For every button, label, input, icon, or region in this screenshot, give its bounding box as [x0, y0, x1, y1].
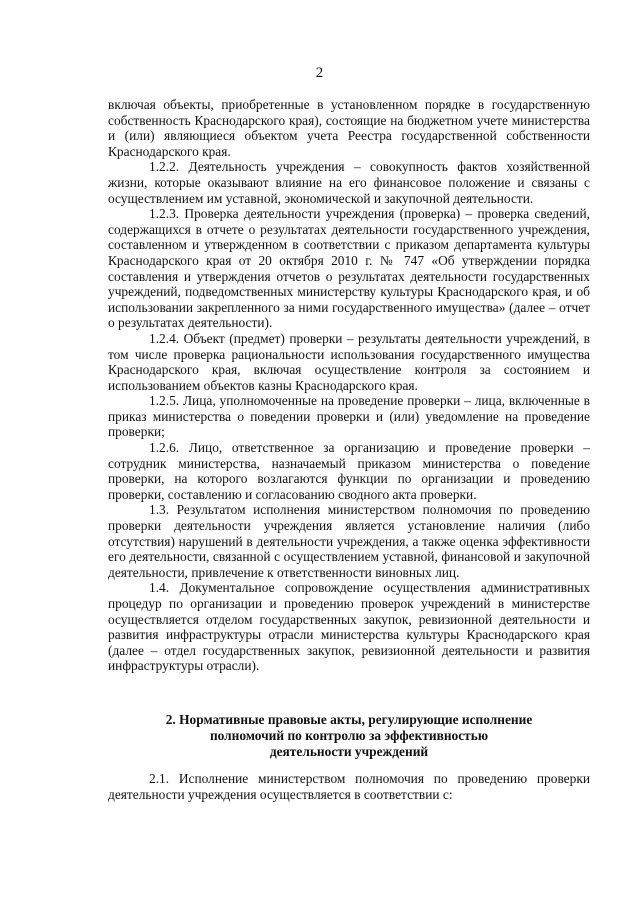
section-heading-line-2: полномочий по контролю за эффективностью [209, 728, 489, 743]
document-body [108, 97, 590, 674]
paragraph-1-2-4: 1.2.4. Объект (предмет) проверки – результаты деятельности учреждений, в том числе проверка рациональности использования государственного имущества Краснодарского края, включая осуществление контроля за состоянием и использованием объектов казны Краснодарского края. [108, 330, 590, 393]
paragraph-2-1: 2.1. Исполнение министерством полномочия по проведению проверки деятельности учреждения осуществляется в соответствии с: [108, 771, 590, 802]
paragraph-1-2-3: 1.2.3. Проверка деятельности учреждения (проверка) – проверка сведений, содержащихся в отчете о результатах деятельности государственного учреждения, составленном и утвержденном в соответствии с приказом департамента культуры Краснодарского края от 20 октября 2010 г. № 747 «Об утверждении порядка составления и утверждения отчетов о результатах деятельности государственных учреждений, подведомственных министерству культуры Краснодарского края, и об использовании закрепленного за ними государственного имущества» (далее – отчет о результатах деятельности). [108, 206, 590, 331]
paragraph-1-2-5: 1.2.5. Лица, уполномоченные на проведение проверки – лица, включенные в приказ министерства о поведении проверки и (или) уведомление на проведение проверки; [108, 393, 590, 440]
paragraph-1-2-6: 1.2.6. Лицо, ответственное за организацию и проведение проверки – сотрудник министерства, назначаемый приказом министерства о поведение проверки, на которого возлагаются функции по организации и проведению проверки, составлению и согласованию сводного акта проверки. [108, 440, 590, 502]
section-heading-line-1: 2. Нормативные правовые акты, регулирующие исполнение [165, 712, 533, 727]
paragraph-continuation: включая объекты, приобретенные в установленном порядке в государственную собственность Краснодарского края), состоящие на бюджетном учете министерства и (или) являющиеся объектом учета Реестра государственной собственности Краснодарского края. [108, 97, 590, 159]
section-heading-line-3: деятельности учреждений [269, 744, 429, 759]
paragraph-1-4: 1.4. Документальное сопровождение осуществления административных процедур по организации и проведению проверок учреждений в министерстве осуществляется отделом государственных закупок, ревизионной деятельности и развития инфраструктуры отрасли министерства культуры Краснодарского края (далее – отдел государственных закупок, ревизионной деятельности и развития инфраструктуры отрасли). [108, 580, 590, 674]
paragraph-1-2-2: 1.2.2. Деятельность учреждения – совокупность фактов хозяйственной жизни, которые оказывают влияние на его финансовое положение и связаны с осуществлением им уставной, экономической и закупочной деятельности. [108, 159, 590, 206]
section-heading [108, 712, 590, 760]
closing-section [108, 771, 590, 802]
paragraph-1-3: 1.3. Результатом исполнения министерством полномочия по проведению проверки деятельности учреждения является установление наличия (либо отсутствия) нарушений в деятельности учреждения, а также оценка эффективности его деятельности, связанной с осуществлением уставной, финансовой и закупочной деятельности, привлечение к ответственности виновных лиц. [108, 502, 590, 580]
page-number: 2 [315, 65, 324, 81]
